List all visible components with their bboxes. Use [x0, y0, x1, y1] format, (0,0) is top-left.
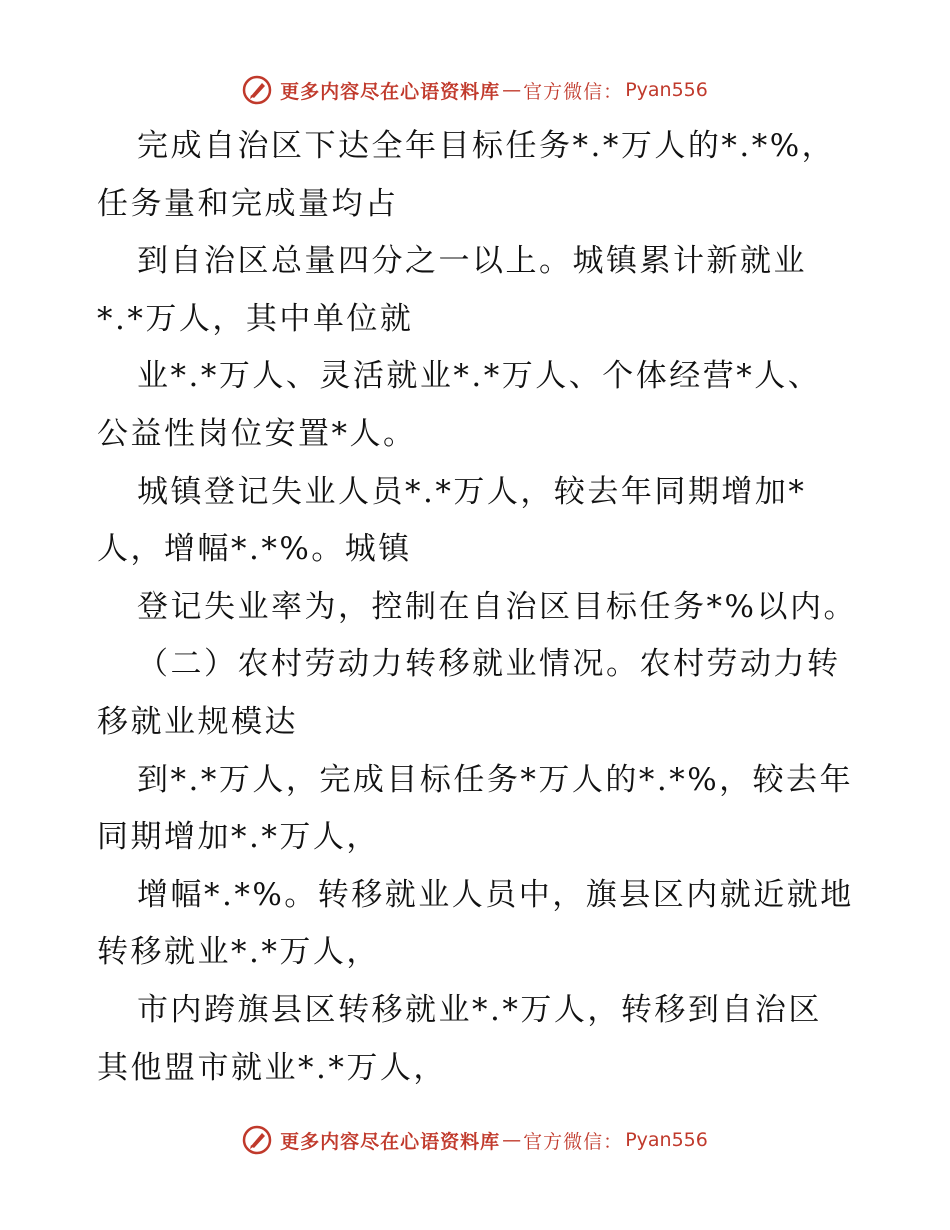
- banner-text: 更多内容尽在心语资料库: [280, 1130, 501, 1153]
- banner-wechat-id: Pyan556: [625, 79, 708, 101]
- text-line: 增幅*.*%。转移就业人员中，旗县区内就近就地: [137, 876, 854, 913]
- text-line: 移就业规模达: [97, 703, 298, 740]
- text-line: （二）农村劳动力转移就业情况。农村劳动力转: [137, 646, 841, 683]
- text-line: 到*.*万人，完成目标任务*万人的*.*%，较去年: [137, 761, 854, 798]
- banner-text: 更多内容尽在心语资料库: [280, 80, 501, 103]
- text-line: 完成自治区下达全年目标任务*.*万人的*.*%，: [137, 128, 836, 164]
- header-banner: [0, 70, 950, 110]
- pen-seal-logo-icon: [242, 75, 272, 105]
- text-line: 转移就业*.*万人，: [97, 934, 380, 971]
- text-line: 城镇登记失业人员*.*万人，较去年同期增加*: [137, 473, 807, 510]
- footer-banner: [0, 1120, 950, 1160]
- text-line: 其他盟市就业*.*万人，: [97, 1049, 447, 1086]
- pen-seal-logo-icon: [242, 1125, 272, 1155]
- text-line: 业*.*万人、灵活就业*.*万人、个体经营*人、: [137, 358, 822, 395]
- text-line: *.*万人，其中单位就: [97, 300, 414, 337]
- text-line: 同期增加*.*万人，: [97, 819, 380, 856]
- banner-wechat-label: 官方微信：: [523, 1130, 624, 1153]
- banner-dash: —: [502, 1129, 522, 1151]
- text-line: 人，增幅*.*%。城镇: [97, 531, 412, 568]
- text-line: 市内跨旗县区转移就业*.*万人，转移到自治区: [137, 991, 822, 1028]
- text-line: 登记失业率为，控制在自治区目标任务*%以内。: [137, 588, 857, 625]
- banner-wechat-label: 官方微信：: [523, 80, 624, 103]
- document-body: [97, 118, 887, 1097]
- banner-wechat-id: Pyan556: [625, 1129, 708, 1151]
- text-line: 公益性岗位安置*人。: [97, 415, 417, 452]
- banner-dash: —: [502, 79, 522, 101]
- text-line: 到自治区总量四分之一以上。城镇累计新就业: [137, 243, 807, 280]
- text-line: 任务量和完成量均占: [97, 185, 399, 222]
